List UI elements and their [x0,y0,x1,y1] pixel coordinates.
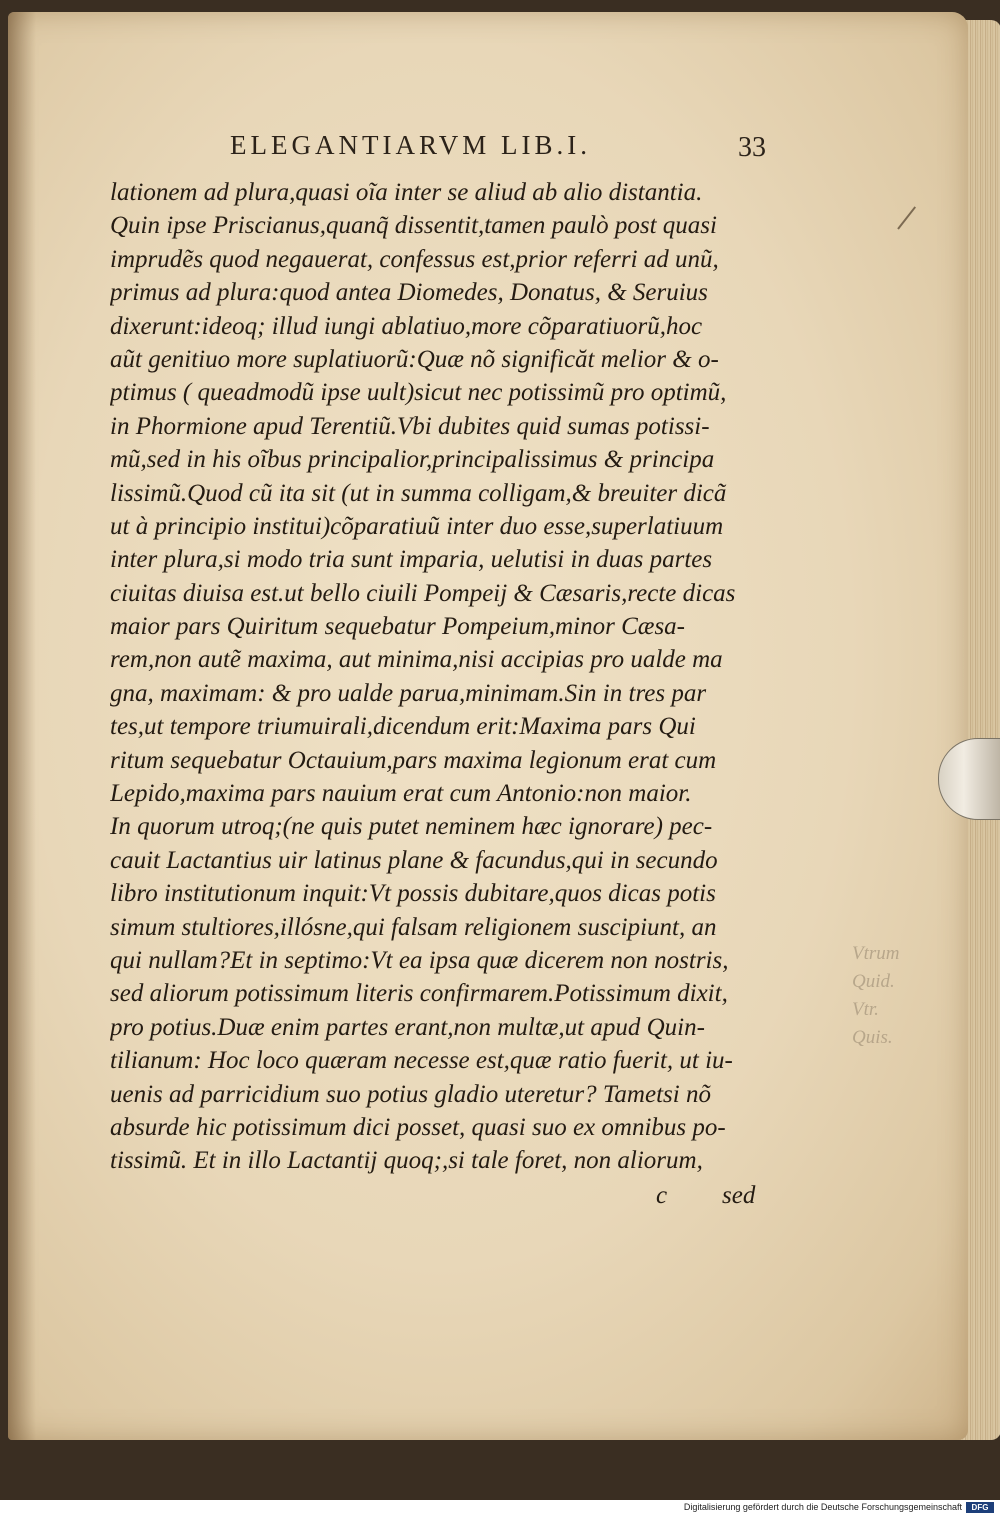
text-line: simum stultiores,illósne,qui falsam religionem suscipiunt, an [110,913,717,941]
text-line: tes,ut tempore triumuirali,dicendum erit:Maxima pars Qui [110,713,696,741]
text-line: lissimũ.Quod cũ ita sit (ut in summa colligam,& breuiter dicã [110,479,727,507]
running-head: ELEGANTIARVM LIB.I. [230,130,592,160]
text-line: maior pars Quiritum sequebatur Pompeium,minor Cæsa- [110,613,686,641]
text-line: dixerunt:ideoq; illud iungi ablatiuo,more cõparatiuorũ,hoc [110,312,703,340]
text-line: tissimũ. Et in illo Lactantij quoq;,si tale foret, non aliorum, [110,1147,703,1175]
text-line: gna, maximam: & pro ualde parua,minimam.Sin in tres par [110,679,707,707]
text-line: ritum sequebatur Octauium,pars maxima legionum erat cum [110,746,717,774]
text-line: Quin ipse Priscianus,quanq̃ dissentit,tamen paulò post quasi [110,212,717,240]
text-line: imprudẽs quod negauerat, confessus est,prior referri ad unũ, [110,245,719,273]
show-through-word: Vtr. [852,999,879,1020]
text-line: inter plura,si modo tria sunt imparia, uelutisi in duas partes [110,546,713,574]
text-line: lationem ad plura,quasi oĩa inter se aliud ab alio distantia. [110,179,703,206]
text-line: uenis ad parricidium suo potius gladio uteretur? Tametsi nõ [110,1080,711,1108]
text-line: libro institutionum inquit:Vt possis dubitare,quos dicas potis [110,880,716,908]
text-line: pro potius.Duæ enim partes erant,non multæ,ut apud Quin- [110,1013,705,1041]
text-line: qui nullam?Et in septimo:Vt ea ipsa quæ dicerem non nostris, [110,946,729,974]
text-line: aũt genitiuo more suplatiuorũ:Quæ nõ significăt melior & o- [110,345,719,373]
text-line: sed aliorum potissimum literis confirmarem.Potissimum dixit, [110,980,728,1008]
text-line: in Phormione apud Terentiũ.Vbi dubites quid sumas potissi- [110,412,710,440]
show-through-word: Quis. [852,1027,893,1048]
digitization-credit: Digitalisierung gefördert durch die Deutsche Forschungsgemeinschaft [683,1502,962,1512]
show-through-word: Quid. [852,971,895,992]
text-line: In quorum utroq;(ne quis putet neminem hæc ignorare) pec- [110,813,713,841]
text-line: ciuitas diuisa est.ut bello ciuili Pompeij & Cæsaris,recte dicas [110,579,736,607]
catchword: sed [722,1182,756,1209]
text-line: tilianum: Hoc loco quæram necesse est,quæ ratio fuerit, ut iu- [110,1047,733,1075]
text-line: ut à principio institui)cõparatiuũ inter duo esse,superlatiuum [110,512,724,540]
dfg-logo: DFG [966,1502,994,1513]
text-line: rem,non autẽ maxima, aut minima,nisi accipias pro ualde ma [110,646,723,674]
text-line: mũ,sed in his oĩbus principalior,principalissimus & principa [110,446,715,474]
text-line: ptimus ( queadmodũ ipse uult)sicut nec potissimũ pro optimũ, [110,379,727,407]
text-line: cauit Lactantius uir latinus plane & facundus,qui in secundo [110,846,718,874]
show-through-word: Vtrum [852,943,900,964]
text-line: absurde hic potissimum dici posset, quasi suo ex omnibus po- [110,1113,726,1141]
text-block [110,176,770,1178]
text-line: primus ad plura:quod antea Diomedes, Donatus, & Seruius [110,279,708,307]
signature-mark: c [656,1182,668,1209]
show-through-text [852,940,904,1052]
page-number: 33 [738,132,766,163]
text-line: Lepido,maxima pars nauium erat cum Antonio:non maior. [110,780,692,808]
